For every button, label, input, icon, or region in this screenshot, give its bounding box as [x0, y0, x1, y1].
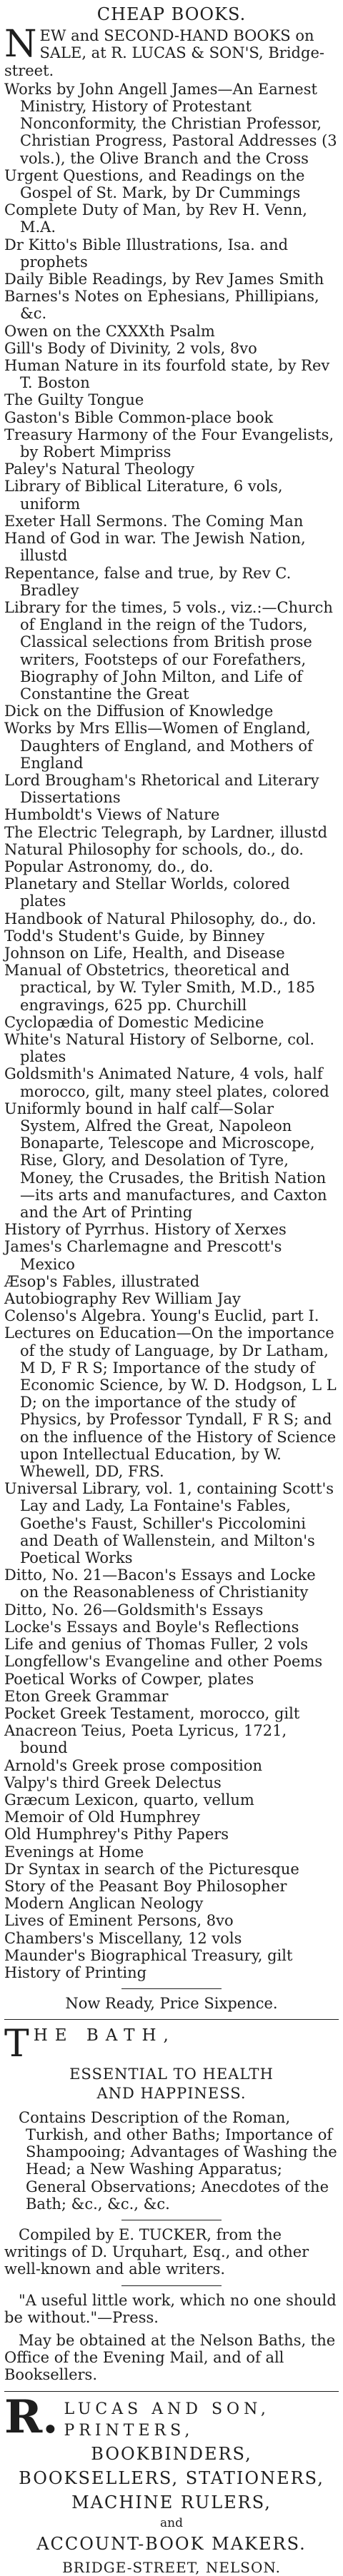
book-entry: Library of Biblical Literature, 6 vols, uniform: [4, 478, 283, 513]
intro-text: EW and SECOND-HAND BOOKS on SALE, at R. LUCAS & SON'S, Bridge-street.: [4, 27, 324, 79]
advert-printers: PRINTERS,: [64, 2421, 194, 2440]
bath-title: HE BATH,: [33, 2026, 176, 2046]
bath-contents: Contains Description of the Roman, Turkish, and other Baths; Importance of Shampooing; Advantages of Washing the Head; a New Washing Apparatus; General Observations; Anecdotes of the Bath; &c., &c., &c.: [19, 2108, 337, 2213]
divider: [121, 1988, 222, 1989]
book-list: [4, 81, 339, 1981]
bath-subtitle: ESSENTIAL TO HEALTH: [69, 2066, 274, 2083]
advert-address: BRIDGE-STREET, NELSON.: [62, 2558, 281, 2576]
dropcap-n: N: [4, 23, 37, 66]
book-entry: Life and genius of Thomas Fuller, 2 vols: [4, 1636, 309, 1654]
advert-firm: LUCAS AND SON,: [64, 2400, 270, 2418]
book-entry: Poetical Works of Cowper, plates: [4, 1670, 254, 1688]
book-entry: Goldsmith's Animated Nature, 4 vols, half morocco, gilt, many steel plates, colored: [4, 1065, 329, 1100]
book-entry: Barnes's Notes on Ephesians, Phillipians, &c.: [4, 288, 319, 323]
lucas-advert: [4, 2390, 339, 2576]
book-entry: Ditto, No. 21—Bacon's Essays and Locke on the Reasonableness of Christianity: [4, 1566, 316, 1601]
price-notice: Now Ready, Price Sixpence.: [65, 1995, 278, 2013]
book-entry: Uniformly bound in half calf—Solar System, Alfred the Great, Napoleon Bonaparte, Telescope and Microscope, Rise, Glory, and Desolation of Tyre, Money, the Crusades, the British Nation—its arts and manufactures, and Caxton and the Art of Printing: [4, 1100, 327, 1222]
book-entry: History of Pyrrhus. History of Xerxes: [4, 1221, 287, 1239]
availability: May be obtained at the Nelson Baths, the Office of the Evening Mail, and of all Booksellers.: [4, 2332, 336, 2384]
book-entry: Hand of God in war. The Jewish Nation, illustd: [4, 530, 306, 565]
book-entry: Arnold's Greek prose composition: [4, 1756, 263, 1774]
book-entry: Universal Library, vol. 1, containing Scott's Lay and Lady, La Fontaine's Fables, Goethe's Faust, Schiller's Piccolomini and Death of Wallenstein, and Milton's Poetical Works: [4, 1480, 334, 1567]
book-entry: Lord Brougham's Rhetorical and Literary Dissertations: [4, 771, 319, 807]
book-entry: Handbook of Natural Philosophy, do., do.: [4, 910, 317, 927]
book-entry: Humboldt's Views of Nature: [4, 806, 220, 824]
book-entry: Todd's Student's Guide, by Binney: [4, 927, 265, 945]
book-entry: Locke's Essays and Boyle's Reflections: [4, 1618, 299, 1636]
bath-subtitle: AND HAPPINESS.: [96, 2084, 247, 2102]
book-entry: Autobiography Rev William Jay: [4, 1290, 241, 1308]
book-entry: Natural Philosophy for schools, do., do.: [4, 840, 304, 858]
book-entry: Planetary and Stellar Worlds, colored plates: [4, 875, 290, 910]
book-entry: Maunder's Biographical Treasury, gilt: [4, 1946, 293, 1964]
advert-bookbinders: BOOKBINDERS,: [91, 2443, 252, 2464]
book-entry: The Guilty Tongue: [4, 391, 144, 409]
book-entry: Johnson on Life, Health, and Disease: [4, 944, 285, 962]
book-entry: Longfellow's Evangeline and other Poems: [4, 1653, 323, 1671]
book-entry: Anacreon Teius, Poeta Lyricus, 1721, bound: [4, 1722, 287, 1757]
book-entry: Paley's Natural Theology: [4, 461, 195, 478]
book-entry: Gill's Body of Divinity, 2 vols, 8vo: [4, 339, 257, 357]
book-entry: Library for the times, 5 vols., viz.:—Church of England in the reign of the Tudors, Classical selections from British prose writers, Footsteps of our Forefathers, Biography of John Milton, and Life of Constantine the Great: [4, 598, 333, 703]
book-entry: Colenso's Algebra. Young's Euclid, part I.: [4, 1307, 319, 1325]
book-entry: Lives of Eminent Persons, 8vo: [4, 1912, 234, 1930]
advert-and: and: [160, 2515, 183, 2530]
bath-heading: [4, 2023, 339, 2066]
book-entry: Dr Kitto's Bible Illustrations, Isa. and prophets: [4, 236, 289, 271]
book-entry: Repentance, false and true, by Rev C. Bradley: [4, 564, 292, 599]
book-entry: Lectures on Education—On the importance of the study of Language, by Dr Latham, M D, F R S; Importance of the study of Economic Science, by W. D. Hodgson, L L D; on the importance of the study of Physics, by Professor Tyndall, F R S; and on the influence of the History of Science upon Intellectual Education, by W. Whewell, DD, FRS.: [4, 1324, 337, 1481]
book-entry: Complete Duty of Man, by Rev H. Venn, M.A.: [4, 201, 307, 236]
book-entry: Evenings at Home: [4, 1843, 144, 1861]
book-entry: Ditto, No. 26—Goldsmith's Essays: [4, 1601, 264, 1619]
press-quote: "A useful little work, which no one should be without."—Press.: [4, 2291, 337, 2326]
book-entry: Gaston's Bible Common-place book: [4, 408, 274, 426]
book-entry: Urgent Questions, and Readings on the Gospel of St. Mark, by Dr Cummings: [4, 166, 305, 202]
book-entry: Works by Mrs Ellis—Women of England, Daughters of England, and Mothers of England: [4, 720, 313, 772]
intro-paragraph: [4, 23, 339, 79]
divider: [4, 2019, 339, 2020]
advert-account-book: ACCOUNT-BOOK MAKERS.: [36, 2533, 307, 2554]
book-entry: Works by John Angell James—An Earnest Ministry, History of Protestant Nonconformity, the Christian Professor, Christian Progress, Pastoral Addresses (3 vols.), the Olive Branch and the Cross: [4, 80, 337, 167]
book-entry: Owen on the CXXXth Psalm: [4, 322, 215, 340]
book-entry: Græcum Lexicon, quarto, vellum: [4, 1791, 254, 1808]
book-entry: Exeter Hall Sermons. The Coming Man: [4, 512, 304, 530]
book-entry: Treasury Harmony of the Four Evangelists, by Robert Mimpriss: [4, 426, 334, 461]
book-entry: Daily Bible Readings, by Rev James Smith: [4, 271, 324, 288]
compiled-by: Compiled by E. TUCKER, from the writings of D. Urquhart, Esq., and other well-known and able writers.: [4, 2225, 309, 2278]
book-entry: Old Humphrey's Pithy Papers: [4, 1826, 229, 1843]
dropcap-t: T: [4, 2023, 29, 2066]
book-entry: Valpy's third Greek Delectus: [4, 1773, 222, 1791]
book-entry: Dr Syntax in search of the Picturesque: [4, 1860, 299, 1878]
book-entry: Cyclopædia of Domestic Medicine: [4, 1013, 264, 1031]
dropcap-r: R.: [4, 2390, 59, 2444]
book-entry: Human Nature in its fourfold state, by Rev T. Boston: [4, 357, 330, 392]
book-entry: The Electric Telegraph, by Lardner, illustd: [4, 823, 328, 841]
book-entry: Æsop's Fables, illustrated: [4, 1272, 200, 1290]
book-entry: Eton Greek Grammar: [4, 1687, 169, 1705]
book-entry: Manual of Obstetrics, theoretical and practical, by W. Tyler Smith, M.D., 185 engravings, 625 pp. Churchill: [4, 962, 315, 1014]
book-entry: History of Printing: [4, 1963, 147, 1981]
advert-booksellers: BOOKSELLERS, STATIONERS,: [19, 2467, 324, 2488]
book-entry: Memoir of Old Humphrey: [4, 1808, 201, 1826]
book-entry: Pocket Greek Testament, morocco, gilt: [4, 1704, 300, 1722]
book-entry: Modern Anglican Neology: [4, 1895, 204, 1913]
book-entry: Popular Astronomy, do., do.: [4, 857, 214, 875]
divider: [121, 2285, 222, 2286]
book-entry: James's Charlemagne and Prescott's Mexico: [4, 1238, 282, 1273]
cheap-books-heading: CHEAP BOOKS.: [96, 4, 247, 24]
book-entry: Chambers's Miscellany, 12 vols: [4, 1929, 242, 1947]
book-entry: White's Natural History of Selborne, col. plates: [4, 1030, 315, 1066]
book-entry: Dick on the Diffusion of Knowledge: [4, 703, 274, 720]
advert-machine-rulers: MACHINE RULERS,: [71, 2492, 272, 2512]
book-entry: Story of the Peasant Boy Philosopher: [4, 1877, 287, 1895]
